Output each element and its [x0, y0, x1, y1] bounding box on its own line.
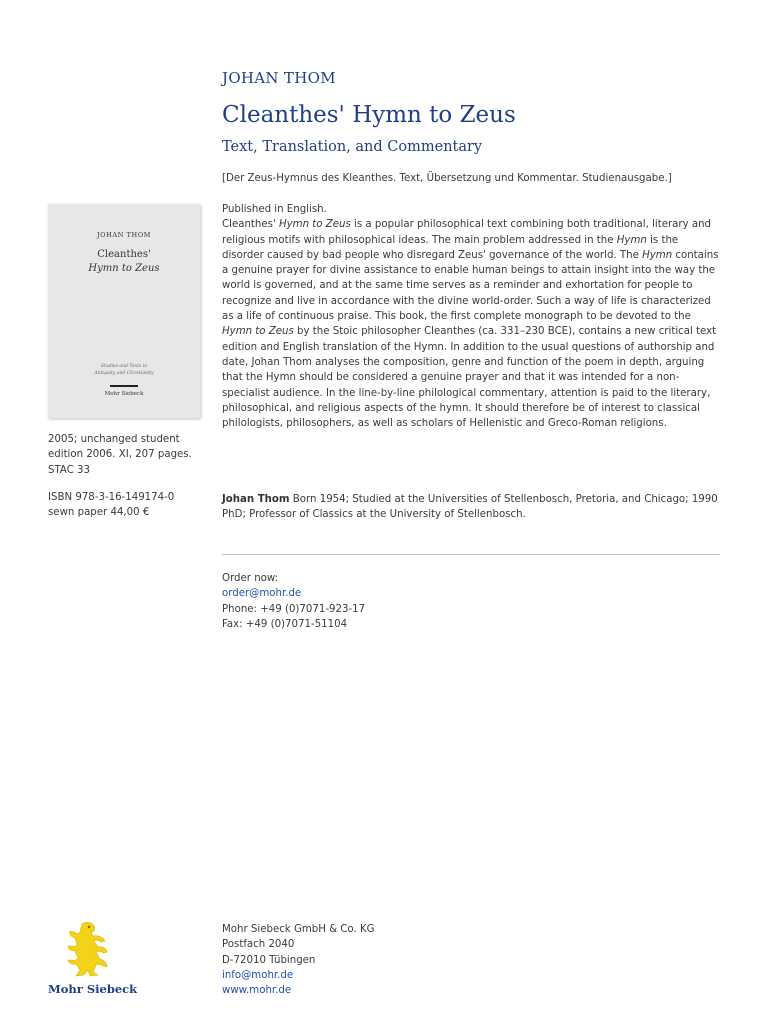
isbn: ISBN 978-3-16-149174-0	[48, 492, 175, 503]
series-number: STAC 33	[48, 464, 91, 476]
book-title: Cleanthes' Hymn to Zeus	[222, 102, 516, 128]
binding-price: sewn paper 44,00 €	[48, 507, 150, 519]
publisher-address	[222, 922, 375, 998]
isbn-block	[48, 490, 174, 521]
publisher-logo-text: Mohr Siebeck	[48, 982, 138, 996]
postfach: Postfach 2040	[222, 939, 295, 951]
language-note: Published in English.	[222, 204, 327, 215]
order-fax: Fax: +49 (0)7071-51104	[222, 618, 348, 630]
order-label: Order now:	[222, 573, 279, 584]
german-title: [Der Zeus-Hymnus des Kleanthes. Text, Übersetzung und Kommentar. Studienausgabe.]	[222, 173, 672, 184]
description-text: Cleanthes' Hymn to Zeus is a popular philosophical text combining both traditional, literary and religious motifs with philosophical ideas. The main problem addressed in the Hymn is the disorder caused by bad people who disregard Zeus' governance of the world. The Hymn contains a genuine prayer for divine assistance to enable human beings to attain insight into the way the world is governed, and at the same time serves as a reminder and exhortation for people to recognize and live in accordance with the divine world-order. Such a way of life is characterized as a life of continuous praise. This book, the first complete monograph to be devoted to the Hymn to Zeus by the Stoic philosopher Cleanthes (ca. 331–230 BCE), contains a new critical text edition and English translation of the Hymn. In addition to the usual questions of authorship and date, Johan Thom analyses the composition, genre and function of the poem in depth, arguing that the Hymn should be considered a genuine prayer and that it was intended for a non-specialist audience. In the line-by-line philological commentary, attention is paid to the literary, philosophical, and religious aspects of the hymn. It should therefore be of interest to classical philologists, philosophers, as well as scholars of Hellenistic and Greco-Roman religions.	[222, 219, 719, 430]
author-bio-name: Johan Thom	[222, 494, 290, 505]
info-email-link[interactable]: info@mohr.de	[222, 969, 294, 981]
book-description	[222, 202, 720, 431]
lion-logo-icon	[60, 920, 116, 980]
publication-details	[48, 432, 208, 478]
cover-publisher: Mohr Siebeck	[104, 391, 144, 397]
author-bio-text: Born 1954; Studied at the Universities of Stellenbosch, Pretoria, and Chicago; 1990 PhD; Professor of Classics at the University of Stellenbosch.	[222, 494, 718, 521]
edition-line2: edition 2006. XI, 207 pages.	[48, 449, 192, 461]
order-phone: Phone: +49 (0)7071-923-17	[222, 603, 366, 615]
divider	[222, 554, 720, 555]
cover-title-line2: Hymn to Zeus	[88, 263, 160, 274]
book-subtitle: Text, Translation, and Commentary	[222, 139, 483, 155]
author-bio	[222, 492, 720, 523]
edition-line1: 2005; unchanged student	[48, 434, 180, 445]
cover-author: JOHAN THOM	[96, 231, 152, 239]
cover-series-line2: Antiquity and Christianity	[94, 371, 154, 376]
cover-series-line1: Studies and Texts in	[100, 364, 148, 369]
company-name: Mohr Siebeck GmbH & Co. KG	[222, 924, 375, 935]
order-email-link[interactable]: order@mohr.de	[222, 588, 302, 600]
website-link[interactable]: www.mohr.de	[222, 985, 292, 997]
city: D-72010 Tübingen	[222, 954, 316, 966]
author-name: JOHAN THOM	[222, 69, 336, 87]
order-info	[222, 571, 365, 632]
book-cover	[48, 204, 200, 418]
cover-bar	[110, 385, 138, 387]
cover-title-line1: Cleanthes'	[97, 249, 151, 260]
